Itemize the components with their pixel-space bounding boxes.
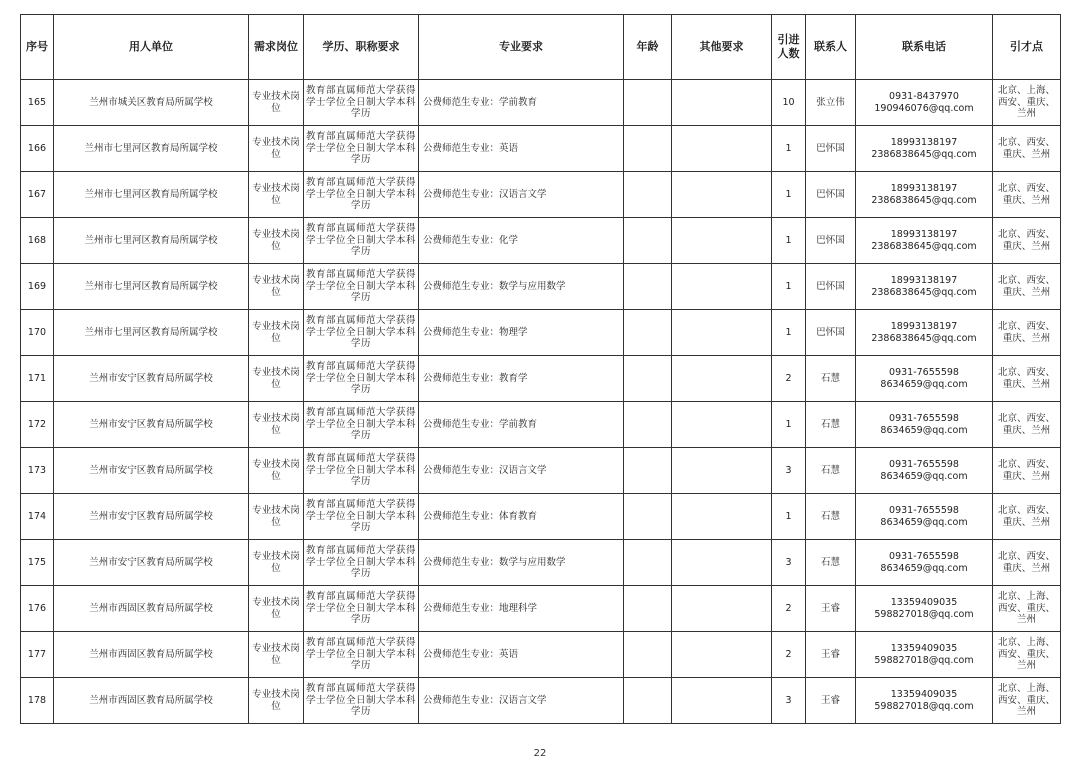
cell-serial: 167	[21, 172, 54, 218]
header-major: 专业要求	[419, 15, 624, 80]
header-row	[21, 15, 1061, 80]
cell-serial: 166	[21, 126, 54, 172]
cell-serial: 178	[21, 678, 54, 724]
email-address: 8634659@qq.com	[880, 516, 968, 528]
cell-major: 公费师范生专业：数学与应用数学	[419, 540, 624, 586]
cell-contact: 石慧	[806, 540, 856, 586]
cell-phone	[856, 264, 993, 310]
cell-serial: 173	[21, 448, 54, 494]
table-row	[21, 80, 1061, 126]
cell-phone	[856, 632, 993, 678]
cell-education: 教育部直属师范大学获得学士学位全日制大学本科学历	[304, 448, 419, 494]
email-address: 8634659@qq.com	[880, 378, 968, 390]
cell-age	[624, 494, 672, 540]
cell-count: 1	[772, 218, 806, 264]
header-other: 其他要求	[672, 15, 772, 80]
cell-position: 专业技术岗位	[249, 264, 304, 310]
cell-position: 专业技术岗位	[249, 632, 304, 678]
cell-cities: 北京、西安、重庆、兰州	[993, 356, 1061, 402]
cell-major: 公费师范生专业：学前教育	[419, 402, 624, 448]
cell-major: 公费师范生专业：教育学	[419, 356, 624, 402]
cell-other	[672, 356, 772, 402]
cell-education: 教育部直属师范大学获得学士学位全日制大学本科学历	[304, 632, 419, 678]
cell-position: 专业技术岗位	[249, 310, 304, 356]
header-cities: 引才点	[993, 15, 1061, 80]
cell-position: 专业技术岗位	[249, 540, 304, 586]
cell-contact: 巴怀国	[806, 126, 856, 172]
cell-education: 教育部直属师范大学获得学士学位全日制大学本科学历	[304, 586, 419, 632]
cell-age	[624, 586, 672, 632]
cell-unit: 兰州市安宁区教育局所属学校	[54, 540, 249, 586]
cell-serial: 169	[21, 264, 54, 310]
cell-age	[624, 540, 672, 586]
cell-serial: 175	[21, 540, 54, 586]
cell-age	[624, 218, 672, 264]
cell-count: 3	[772, 448, 806, 494]
header-serial: 序号	[21, 15, 54, 80]
cell-other	[672, 494, 772, 540]
cell-other	[672, 310, 772, 356]
cell-cities: 北京、上海、西安、重庆、兰州	[993, 632, 1061, 678]
table-row	[21, 218, 1061, 264]
cell-unit: 兰州市西固区教育局所属学校	[54, 678, 249, 724]
table-row	[21, 678, 1061, 724]
cell-age	[624, 678, 672, 724]
cell-serial: 174	[21, 494, 54, 540]
phone-number: 0931-7655598	[889, 412, 959, 424]
phone-number: 0931-7655598	[889, 366, 959, 378]
email-address: 8634659@qq.com	[880, 424, 968, 436]
page-number: 22	[533, 748, 547, 759]
cell-count: 2	[772, 356, 806, 402]
cell-phone	[856, 678, 993, 724]
phone-number: 18993138197	[890, 136, 958, 148]
cell-cities: 北京、西安、重庆、兰州	[993, 218, 1061, 264]
cell-major: 公费师范生专业：英语	[419, 632, 624, 678]
cell-age	[624, 126, 672, 172]
table-row	[21, 264, 1061, 310]
cell-age	[624, 632, 672, 678]
email-address: 598827018@qq.com	[874, 700, 974, 712]
cell-contact: 巴怀国	[806, 310, 856, 356]
cell-contact: 石慧	[806, 356, 856, 402]
cell-major: 公费师范生专业：汉语言文学	[419, 172, 624, 218]
cell-serial: 177	[21, 632, 54, 678]
phone-number: 18993138197	[890, 182, 958, 194]
cell-position: 专业技术岗位	[249, 218, 304, 264]
cell-position: 专业技术岗位	[249, 494, 304, 540]
cell-cities: 北京、上海、西安、重庆、兰州	[993, 80, 1061, 126]
cell-major: 公费师范生专业：数学与应用数学	[419, 264, 624, 310]
cell-unit: 兰州市安宁区教育局所属学校	[54, 402, 249, 448]
phone-number: 13359409035	[890, 642, 958, 654]
cell-education: 教育部直属师范大学获得学士学位全日制大学本科学历	[304, 356, 419, 402]
cell-education: 教育部直属师范大学获得学士学位全日制大学本科学历	[304, 402, 419, 448]
cell-education: 教育部直属师范大学获得学士学位全日制大学本科学历	[304, 540, 419, 586]
cell-phone	[856, 540, 993, 586]
cell-serial: 170	[21, 310, 54, 356]
cell-unit: 兰州市七里河区教育局所属学校	[54, 172, 249, 218]
cell-position: 专业技术岗位	[249, 172, 304, 218]
cell-count: 1	[772, 172, 806, 218]
cell-education: 教育部直属师范大学获得学士学位全日制大学本科学历	[304, 310, 419, 356]
email-address: 598827018@qq.com	[874, 654, 974, 666]
cell-count: 3	[772, 678, 806, 724]
cell-count: 1	[772, 310, 806, 356]
email-address: 598827018@qq.com	[874, 608, 974, 620]
header-phone: 联系电话	[856, 15, 993, 80]
cell-age	[624, 402, 672, 448]
email-address: 190946076@qq.com	[874, 102, 974, 114]
cell-cities: 北京、西安、重庆、兰州	[993, 494, 1061, 540]
cell-count: 1	[772, 402, 806, 448]
cell-education: 教育部直属师范大学获得学士学位全日制大学本科学历	[304, 218, 419, 264]
cell-education: 教育部直属师范大学获得学士学位全日制大学本科学历	[304, 126, 419, 172]
cell-serial: 165	[21, 80, 54, 126]
cell-age	[624, 310, 672, 356]
cell-phone	[856, 126, 993, 172]
cell-other	[672, 540, 772, 586]
table-row	[21, 402, 1061, 448]
cell-education: 教育部直属师范大学获得学士学位全日制大学本科学历	[304, 264, 419, 310]
phone-number: 0931-8437970	[889, 90, 959, 102]
cell-other	[672, 80, 772, 126]
phone-number: 13359409035	[890, 688, 958, 700]
cell-age	[624, 80, 672, 126]
email-address: 2386838645@qq.com	[871, 194, 977, 206]
cell-count: 10	[772, 80, 806, 126]
cell-unit: 兰州市七里河区教育局所属学校	[54, 218, 249, 264]
recruitment-table	[20, 14, 1061, 724]
cell-count: 1	[772, 494, 806, 540]
cell-phone	[856, 402, 993, 448]
cell-count: 1	[772, 126, 806, 172]
cell-other	[672, 448, 772, 494]
cell-count: 2	[772, 632, 806, 678]
email-address: 2386838645@qq.com	[871, 286, 977, 298]
cell-unit: 兰州市七里河区教育局所属学校	[54, 310, 249, 356]
cell-position: 专业技术岗位	[249, 126, 304, 172]
cell-major: 公费师范生专业：物理学	[419, 310, 624, 356]
phone-number: 0931-7655598	[889, 550, 959, 562]
table-row	[21, 540, 1061, 586]
cell-contact: 石慧	[806, 402, 856, 448]
email-address: 2386838645@qq.com	[871, 332, 977, 344]
cell-unit: 兰州市七里河区教育局所属学校	[54, 126, 249, 172]
cell-contact: 王睿	[806, 632, 856, 678]
header-education: 学历、职称要求	[304, 15, 419, 80]
cell-contact: 巴怀国	[806, 172, 856, 218]
cell-major: 公费师范生专业：学前教育	[419, 80, 624, 126]
header-position: 需求岗位	[249, 15, 304, 80]
cell-phone	[856, 172, 993, 218]
cell-major: 公费师范生专业：体育教育	[419, 494, 624, 540]
cell-age	[624, 448, 672, 494]
email-address: 8634659@qq.com	[880, 562, 968, 574]
cell-unit: 兰州市城关区教育局所属学校	[54, 80, 249, 126]
cell-count: 3	[772, 540, 806, 586]
cell-cities: 北京、西安、重庆、兰州	[993, 402, 1061, 448]
cell-phone	[856, 356, 993, 402]
cell-contact: 巴怀国	[806, 218, 856, 264]
table-row	[21, 586, 1061, 632]
header-unit: 用人单位	[54, 15, 249, 80]
cell-position: 专业技术岗位	[249, 402, 304, 448]
table-row	[21, 494, 1061, 540]
cell-other	[672, 402, 772, 448]
cell-cities: 北京、西安、重庆、兰州	[993, 126, 1061, 172]
cell-age	[624, 264, 672, 310]
cell-age	[624, 356, 672, 402]
cell-education: 教育部直属师范大学获得学士学位全日制大学本科学历	[304, 678, 419, 724]
header-age: 年龄	[624, 15, 672, 80]
phone-number: 18993138197	[890, 274, 958, 286]
header-count: 引进人数	[772, 15, 806, 80]
cell-major: 公费师范生专业：汉语言文学	[419, 678, 624, 724]
cell-cities: 北京、西安、重庆、兰州	[993, 172, 1061, 218]
table-row	[21, 172, 1061, 218]
cell-cities: 北京、西安、重庆、兰州	[993, 310, 1061, 356]
cell-other	[672, 632, 772, 678]
cell-unit: 兰州市七里河区教育局所属学校	[54, 264, 249, 310]
cell-serial: 172	[21, 402, 54, 448]
cell-phone	[856, 586, 993, 632]
cell-education: 教育部直属师范大学获得学士学位全日制大学本科学历	[304, 494, 419, 540]
cell-phone	[856, 310, 993, 356]
cell-unit: 兰州市西固区教育局所属学校	[54, 586, 249, 632]
cell-major: 公费师范生专业：汉语言文学	[419, 448, 624, 494]
cell-unit: 兰州市安宁区教育局所属学校	[54, 494, 249, 540]
cell-other	[672, 218, 772, 264]
phone-number: 13359409035	[890, 596, 958, 608]
cell-contact: 王睿	[806, 586, 856, 632]
phone-number: 0931-7655598	[889, 504, 959, 516]
cell-unit: 兰州市西固区教育局所属学校	[54, 632, 249, 678]
cell-unit: 兰州市安宁区教育局所属学校	[54, 448, 249, 494]
phone-number: 18993138197	[890, 228, 958, 240]
cell-other	[672, 264, 772, 310]
email-address: 2386838645@qq.com	[871, 240, 977, 252]
cell-position: 专业技术岗位	[249, 586, 304, 632]
email-address: 8634659@qq.com	[880, 470, 968, 482]
cell-unit: 兰州市安宁区教育局所属学校	[54, 356, 249, 402]
cell-serial: 171	[21, 356, 54, 402]
cell-major: 公费师范生专业：英语	[419, 126, 624, 172]
cell-contact: 石慧	[806, 448, 856, 494]
cell-education: 教育部直属师范大学获得学士学位全日制大学本科学历	[304, 80, 419, 126]
table-row	[21, 310, 1061, 356]
cell-phone	[856, 494, 993, 540]
cell-other	[672, 172, 772, 218]
cell-other	[672, 126, 772, 172]
cell-phone	[856, 448, 993, 494]
cell-age	[624, 172, 672, 218]
cell-serial: 168	[21, 218, 54, 264]
cell-major: 公费师范生专业：化学	[419, 218, 624, 264]
cell-cities: 北京、西安、重庆、兰州	[993, 540, 1061, 586]
cell-cities: 北京、西安、重庆、兰州	[993, 264, 1061, 310]
cell-major: 公费师范生专业：地理科学	[419, 586, 624, 632]
cell-position: 专业技术岗位	[249, 80, 304, 126]
table-row	[21, 356, 1061, 402]
table-row	[21, 126, 1061, 172]
cell-serial: 176	[21, 586, 54, 632]
cell-position: 专业技术岗位	[249, 678, 304, 724]
cell-position: 专业技术岗位	[249, 356, 304, 402]
cell-contact: 石慧	[806, 494, 856, 540]
cell-position: 专业技术岗位	[249, 448, 304, 494]
cell-cities: 北京、西安、重庆、兰州	[993, 448, 1061, 494]
cell-education: 教育部直属师范大学获得学士学位全日制大学本科学历	[304, 172, 419, 218]
phone-number: 0931-7655598	[889, 458, 959, 470]
table-row	[21, 448, 1061, 494]
cell-contact: 巴怀国	[806, 264, 856, 310]
cell-contact: 王睿	[806, 678, 856, 724]
email-address: 2386838645@qq.com	[871, 148, 977, 160]
cell-count: 2	[772, 586, 806, 632]
table-row	[21, 632, 1061, 678]
cell-contact: 张立伟	[806, 80, 856, 126]
cell-other	[672, 678, 772, 724]
cell-count: 1	[772, 264, 806, 310]
cell-other	[672, 586, 772, 632]
cell-cities: 北京、上海、西安、重庆、兰州	[993, 586, 1061, 632]
cell-phone	[856, 218, 993, 264]
table-body	[21, 80, 1061, 724]
cell-cities: 北京、上海、西安、重庆、兰州	[993, 678, 1061, 724]
phone-number: 18993138197	[890, 320, 958, 332]
cell-phone	[856, 80, 993, 126]
header-contact: 联系人	[806, 15, 856, 80]
